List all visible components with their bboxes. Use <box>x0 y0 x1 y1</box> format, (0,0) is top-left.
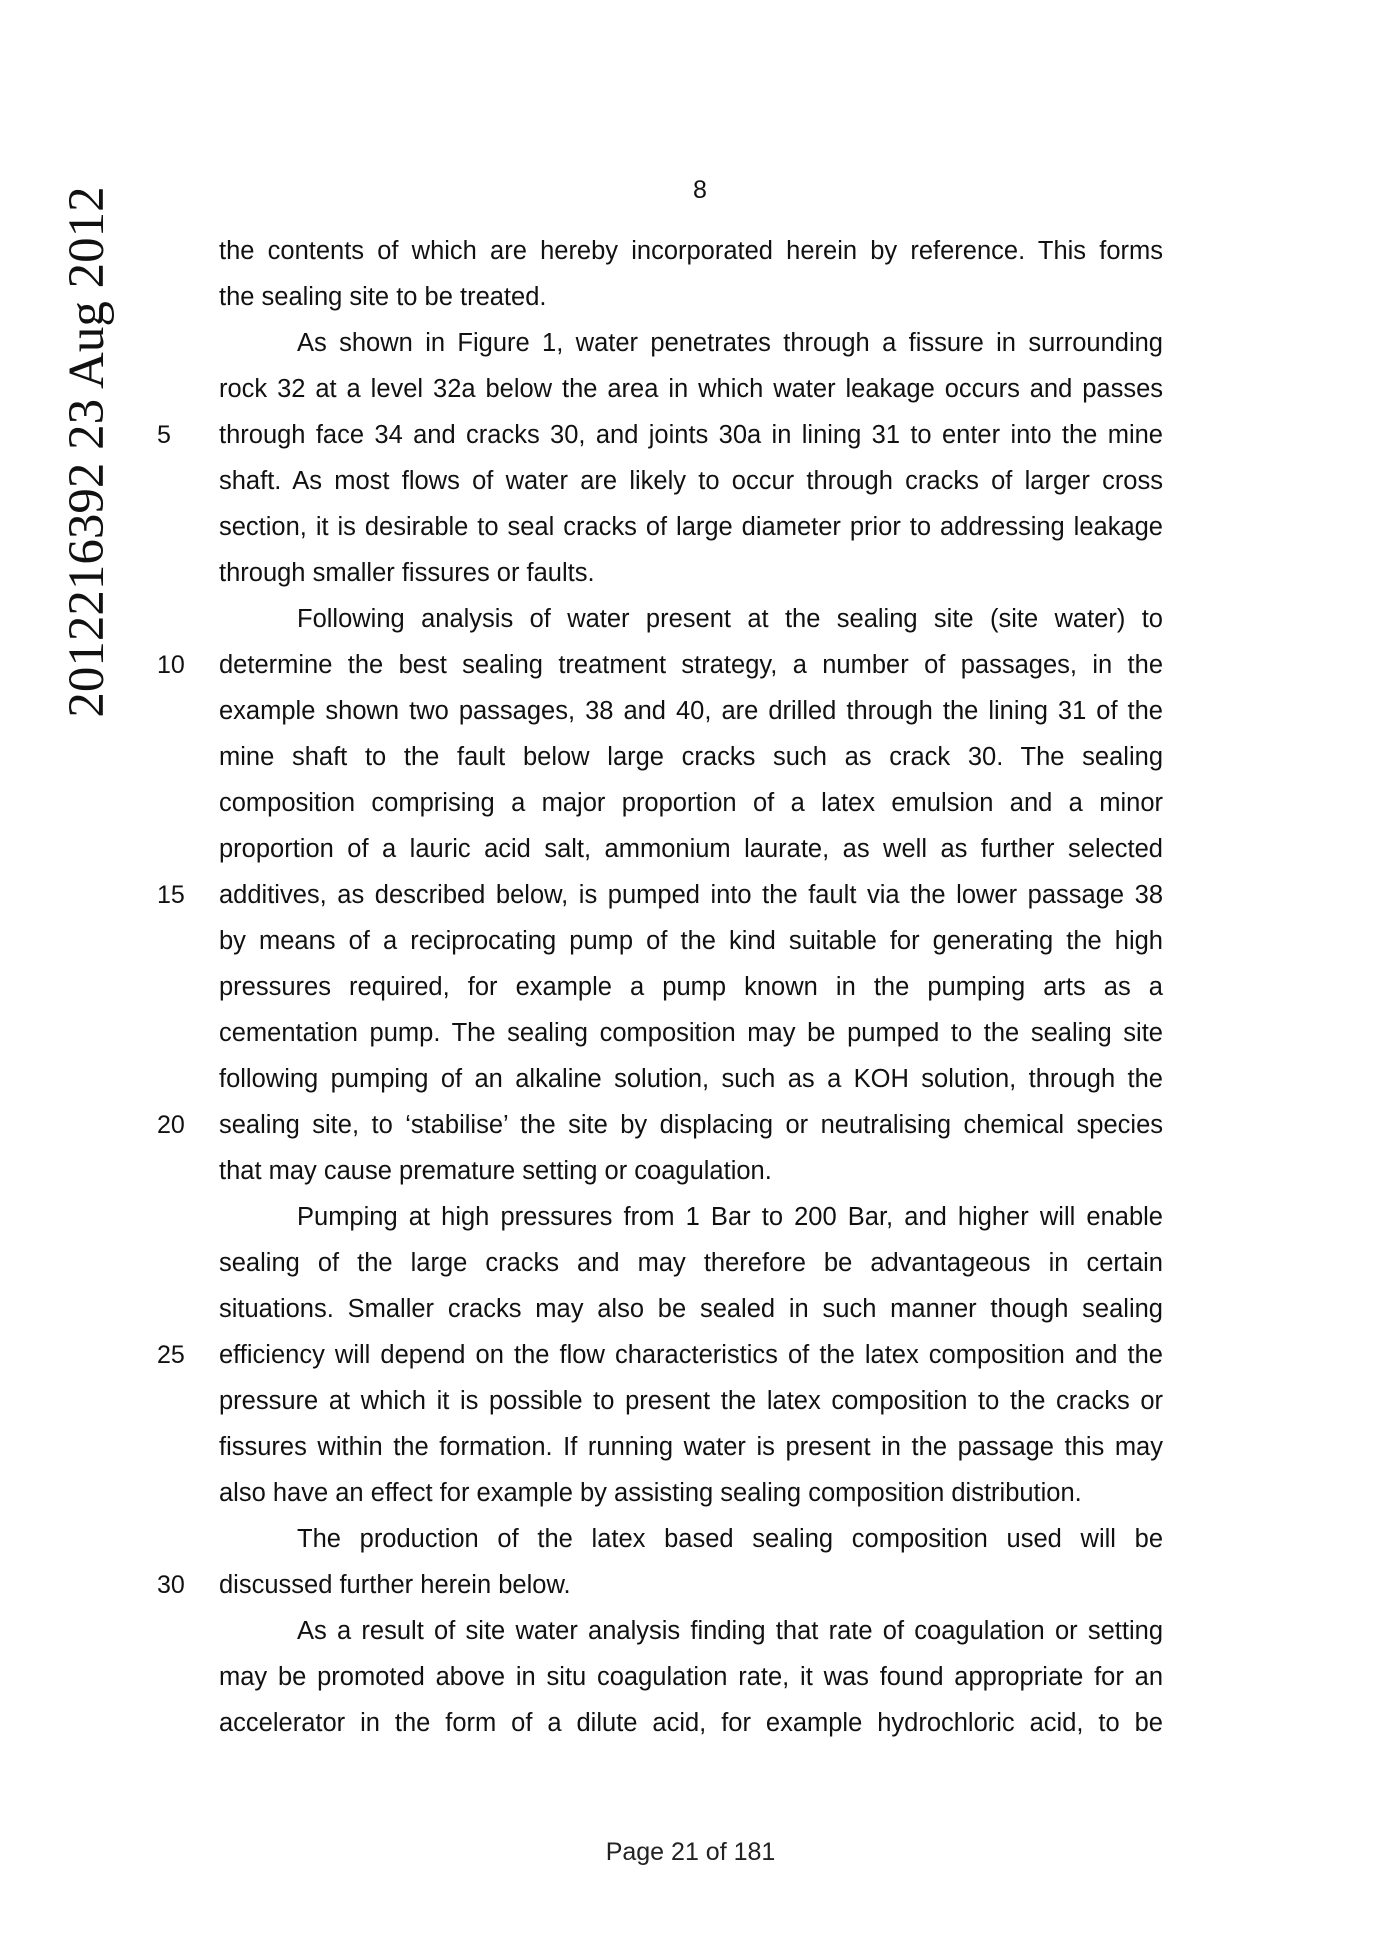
line-text: The production of the latex based sealing composition used will be <box>297 1525 1163 1553</box>
text-line <box>219 1378 1163 1424</box>
text-line <box>219 1056 1163 1102</box>
text-line <box>157 412 1163 458</box>
text-line <box>219 504 1163 550</box>
text-line <box>219 1194 1163 1240</box>
text-line <box>219 964 1163 1010</box>
line-text: mine shaft to the fault below large cracks such as crack 30. The sealing <box>219 743 1163 771</box>
line-text: may be promoted above in situ coagulation rate, it was found appropriate for an <box>219 1663 1163 1691</box>
text-line <box>219 320 1163 366</box>
line-number: 15 <box>157 881 185 909</box>
line-text: pressure at which it is possible to present the latex composition to the cracks or <box>219 1387 1163 1415</box>
text-line <box>157 1102 1163 1148</box>
text-line <box>157 872 1163 918</box>
page-number: 8 <box>693 176 707 204</box>
line-text: rock 32 at a level 32a below the area in which water leakage occurs and passes <box>219 375 1163 403</box>
text-line <box>219 1286 1163 1332</box>
text-line <box>219 918 1163 964</box>
line-number: 5 <box>157 421 171 449</box>
text-line <box>219 1424 1163 1470</box>
line-text: also have an effect for example by assisting sealing composition distribution. <box>219 1479 1082 1507</box>
body-text <box>157 228 1163 1746</box>
line-text: example shown two passages, 38 and 40, are drilled through the lining 31 of the <box>219 697 1163 725</box>
text-line <box>219 688 1163 734</box>
text-line <box>157 1332 1163 1378</box>
text-line <box>219 1010 1163 1056</box>
line-text: the contents of which are hereby incorporated herein by reference. This forms <box>219 237 1163 265</box>
line-text: following pumping of an alkaline solution, such as a KOH solution, through the <box>219 1065 1163 1093</box>
line-text: cementation pump. The sealing composition may be pumped to the sealing site <box>219 1019 1163 1047</box>
text-line <box>219 1700 1163 1746</box>
text-line <box>219 274 1163 320</box>
line-number: 10 <box>157 651 185 679</box>
text-line <box>219 1148 1163 1194</box>
line-text: through face 34 and cracks 30, and joints 30a in lining 31 to enter into the mine <box>219 421 1163 449</box>
line-text: situations. Smaller cracks may also be sealed in such manner though sealing <box>219 1295 1163 1323</box>
side-stamp <box>52 182 122 722</box>
text-line <box>219 780 1163 826</box>
text-line <box>219 1608 1163 1654</box>
text-line <box>219 458 1163 504</box>
line-text: Pumping at high pressures from 1 Bar to 200 Bar, and higher will enable <box>297 1203 1163 1231</box>
line-text: proportion of a lauric acid salt, ammonium laurate, as well as further selected <box>219 835 1163 863</box>
line-text: fissures within the formation. If running water is present in the passage this may <box>219 1433 1163 1461</box>
line-text: the sealing site to be treated. <box>219 283 547 311</box>
text-line <box>219 1240 1163 1286</box>
line-number: 25 <box>157 1341 185 1369</box>
text-line <box>157 642 1163 688</box>
line-text: sealing of the large cracks and may therefore be advantageous in certain <box>219 1249 1163 1277</box>
page-footer: Page 21 of 181 <box>605 1838 776 1866</box>
line-number: 30 <box>157 1571 185 1599</box>
line-number: 20 <box>157 1111 185 1139</box>
text-line <box>219 228 1163 274</box>
line-text: discussed further herein below. <box>219 1571 571 1599</box>
text-line <box>157 1562 1163 1608</box>
side-stamp-text: 2012216392 23 Aug 2012 <box>59 186 115 718</box>
text-line <box>219 1516 1163 1562</box>
line-text: section, it is desirable to seal cracks of large diameter prior to addressing leakage <box>219 513 1163 541</box>
line-text: Following analysis of water present at the sealing site (site water) to <box>297 605 1163 633</box>
text-line <box>219 596 1163 642</box>
line-text: determine the best sealing treatment strategy, a number of passages, in the <box>219 651 1163 679</box>
text-line <box>219 366 1163 412</box>
line-text: As a result of site water analysis finding that rate of coagulation or setting <box>297 1617 1163 1645</box>
line-text: accelerator in the form of a dilute acid, for example hydrochloric acid, to be <box>219 1709 1163 1737</box>
line-text: through smaller fissures or faults. <box>219 559 595 587</box>
line-text: that may cause premature setting or coagulation. <box>219 1157 772 1185</box>
text-line <box>219 826 1163 872</box>
line-text: sealing site, to ‘stabilise’ the site by displacing or neutralising chemical species <box>219 1111 1163 1139</box>
line-text: additives, as described below, is pumped into the fault via the lower passage 38 <box>219 881 1163 909</box>
line-text: composition comprising a major proportion of a latex emulsion and a minor <box>219 789 1163 817</box>
text-line <box>219 550 1163 596</box>
line-text: efficiency will depend on the flow characteristics of the latex composition and the <box>219 1341 1163 1369</box>
text-line <box>219 1470 1163 1516</box>
line-text: As shown in Figure 1, water penetrates through a fissure in surrounding <box>297 329 1163 357</box>
line-text: by means of a reciprocating pump of the kind suitable for generating the high <box>219 927 1163 955</box>
line-text: pressures required, for example a pump known in the pumping arts as a <box>219 973 1163 1001</box>
line-text: shaft. As most flows of water are likely to occur through cracks of larger cross <box>219 467 1163 495</box>
text-line <box>219 1654 1163 1700</box>
text-line <box>219 734 1163 780</box>
